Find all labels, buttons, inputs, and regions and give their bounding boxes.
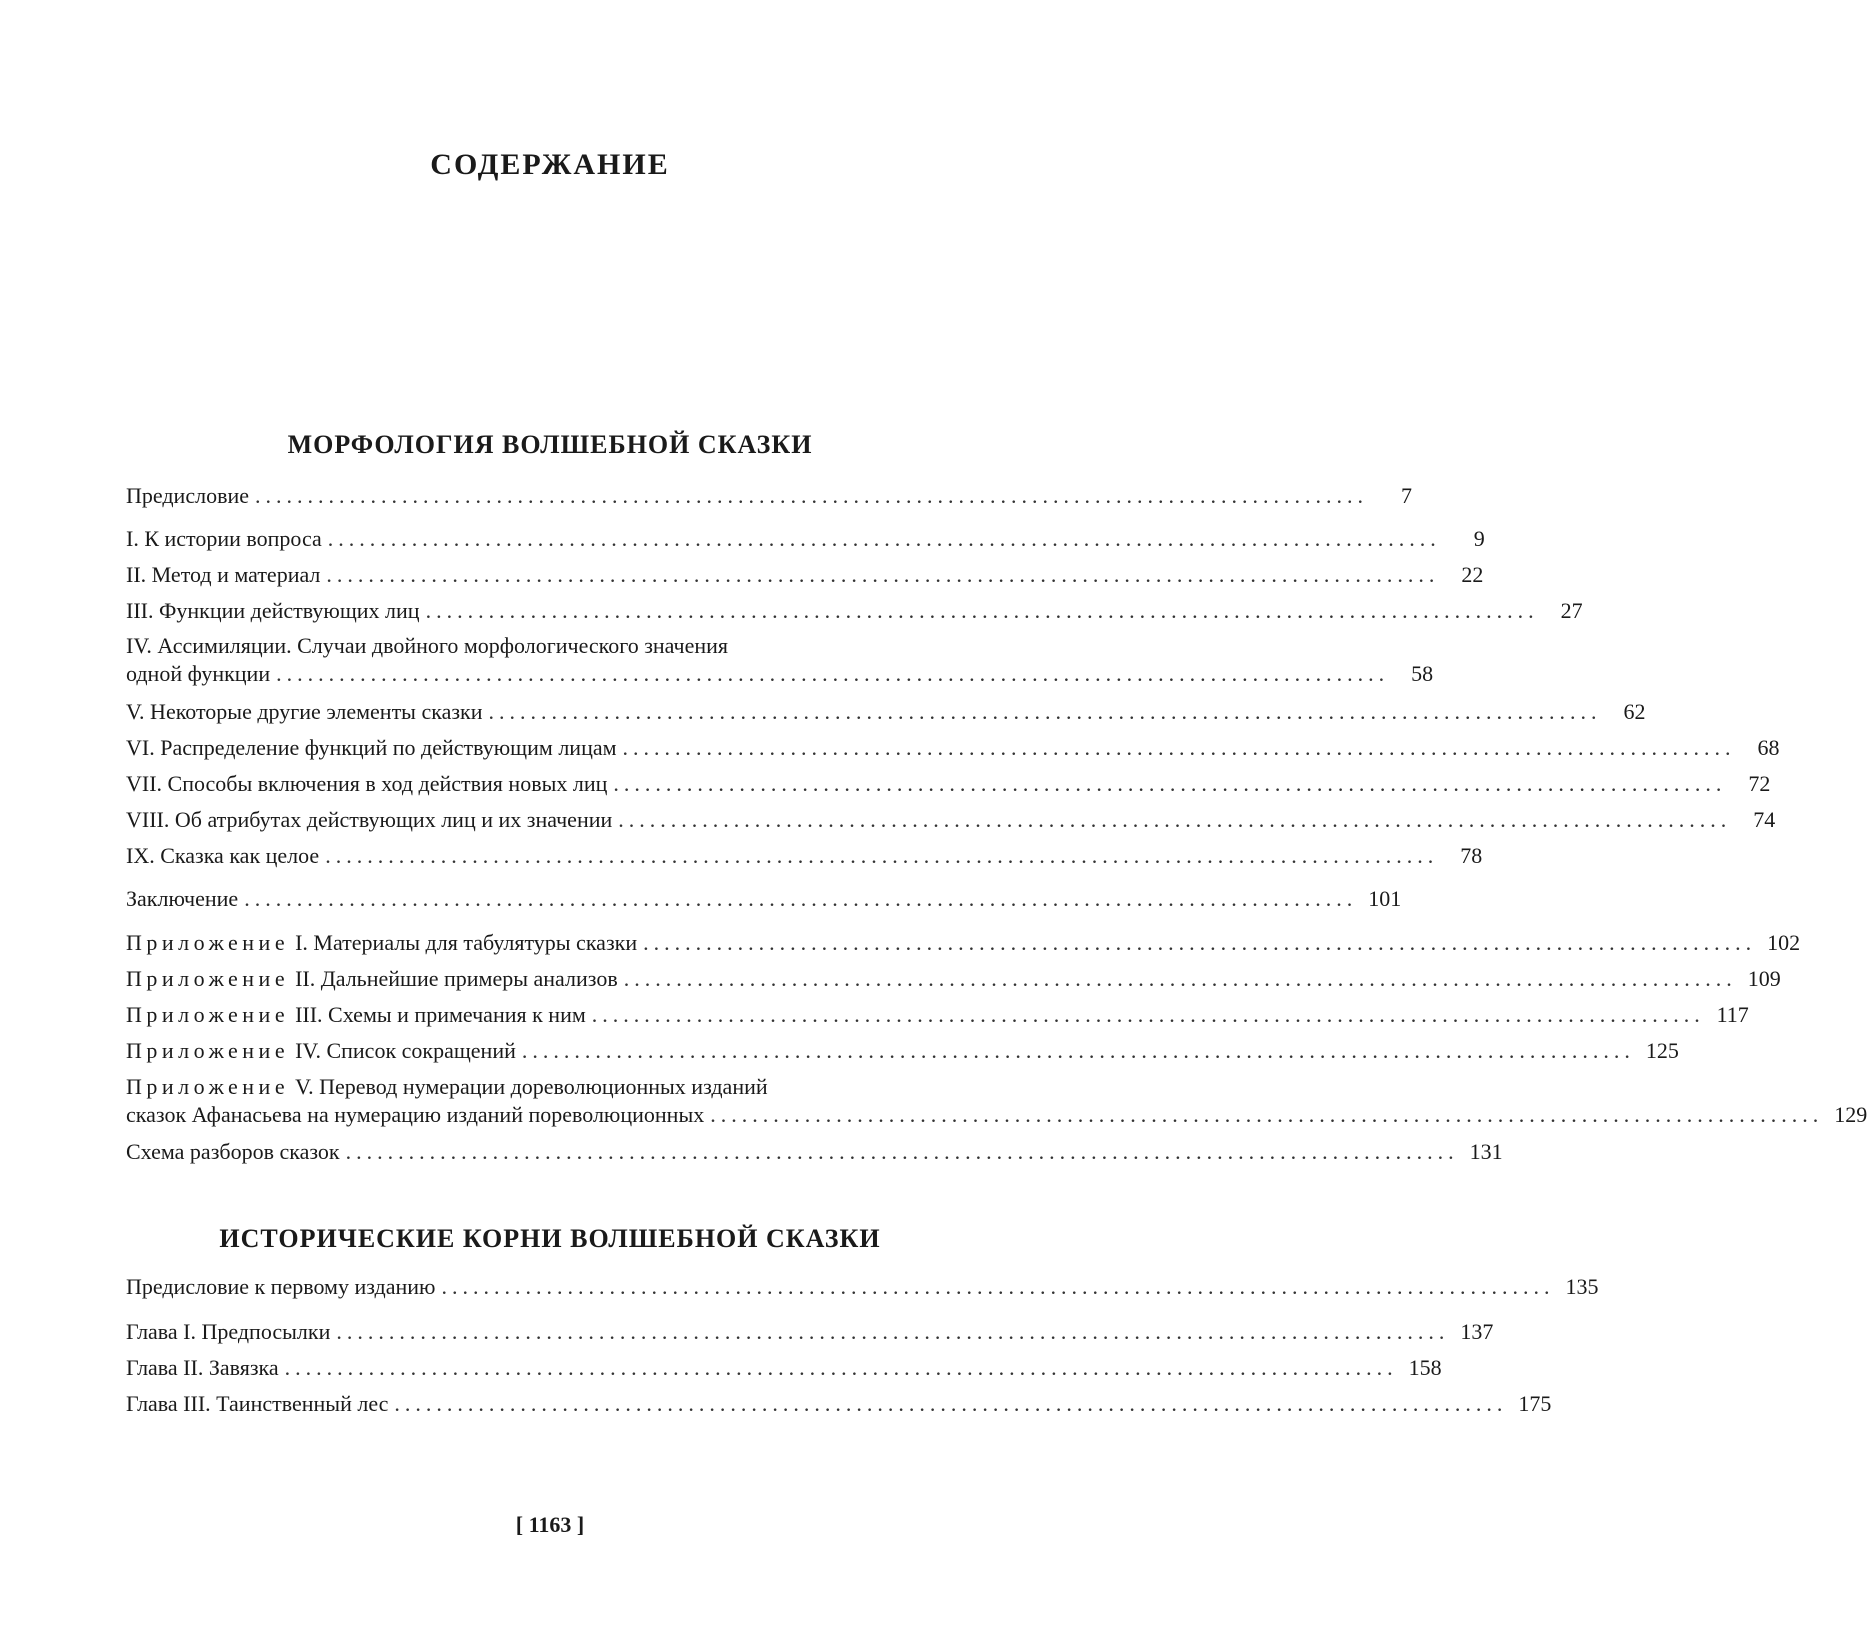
toc-page-number: 74 [1753,807,1776,832]
toc-entry[interactable]: Глава III. Таинственный лес .......................................................................................................... 175 [126,1391,1552,1416]
dot-leader: .......................................................................................................... [622,735,1736,760]
dot-leader: .......................................................................................................... [425,598,1539,623]
appendix-prefix: Приложение [126,1038,290,1063]
toc-page-number: 135 [1565,1274,1599,1299]
dot-leader: .......................................................................................................... [488,699,1602,724]
dot-leader: .......................................................................................................... [618,807,1732,832]
toc-page-number: 7 [1401,483,1412,508]
toc-page-number: 62 [1623,699,1646,724]
dot-leader: .......................................................................................................... [643,930,1757,955]
page-number: [ 1163 ] [515,1512,585,1537]
toc-entry[interactable]: VII. Способы включения в ход действия новых лиц .......................................................................................................... 72 [126,771,1771,796]
toc-entry[interactable]: Предисловие .......................................................................................................... 7 [126,483,1412,508]
appendix-prefix: Приложение [126,930,290,955]
toc-entry[interactable]: II. Метод и материал .......................................................................................................... 22 [126,562,1484,587]
dot-leader: .......................................................................................................... [623,966,1737,991]
toc-page-number: 68 [1757,735,1780,760]
toc-entry[interactable]: V. Некоторые другие элементы сказки .......................................................................................................... 62 [126,699,1646,724]
toc-entry[interactable]: VI. Распределение функций по действующим лицам .......................................................................................................... 68 [126,735,1780,760]
toc-page-number: 58 [1411,661,1434,686]
dot-leader: .......................................................................................................... [710,1102,1824,1127]
dot-leader: .......................................................................................................... [441,1274,1555,1299]
toc-page-number: 101 [1368,886,1402,911]
toc-page-number: 129 [1834,1102,1867,1127]
toc-page-number: 158 [1408,1355,1442,1380]
dot-leader: .......................................................................................................... [276,661,1390,686]
page-title: СОДЕРЖАНИЕ [430,148,670,181]
dot-leader: .......................................................................................................... [613,771,1727,796]
toc-page-number: 102 [1767,930,1801,955]
toc-entry[interactable]: Приложение V. Перевод нумерации дореволюционных изданий сказок Афанасьева на нумерацию изданий пореволюционных .......................................................................................................... 129 [126,1074,1867,1127]
toc-entry[interactable]: IX. Сказка как целое .......................................................................................................... 78 [126,843,1483,868]
dot-leader: .......................................................................................................... [521,1038,1635,1063]
dot-leader: .......................................................................................................... [255,483,1368,508]
dot-leader: .......................................................................................................... [284,1355,1398,1380]
dot-leader: .......................................................................................................... [345,1139,1459,1164]
toc-page-number: 175 [1518,1391,1552,1416]
toc-entry[interactable]: Приложение IV. Список сокращений .......................................................................................................... 125 [126,1038,1679,1063]
section-title-morphology: МОРФОЛОГИЯ ВОЛШЕБНОЙ СКАЗКИ [287,430,813,459]
dot-leader: .......................................................................................................... [591,1002,1705,1027]
toc-entry[interactable]: Схема разборов сказок .......................................................................................................... 131 [126,1139,1503,1164]
toc-page-number: 131 [1469,1139,1503,1164]
dot-leader: .......................................................................................................... [394,1391,1508,1416]
appendix-prefix: Приложение [126,966,290,991]
toc-page-number: 27 [1560,598,1583,623]
dot-leader: .......................................................................................................... [336,1319,1450,1344]
toc-entry[interactable]: Заключение .......................................................................................................... 101 [126,886,1402,911]
toc-page-number: 125 [1645,1038,1679,1063]
toc-page-number: 117 [1716,1002,1749,1027]
toc-entry[interactable]: Приложение I. Материалы для табулятуры сказки .......................................................................................................... 102 [126,930,1801,955]
toc-page-number: 78 [1460,843,1483,868]
toc-entry[interactable]: Глава II. Завязка .......................................................................................................... 158 [126,1355,1442,1380]
toc-entry[interactable]: I. К истории вопроса .......................................................................................................... 9 [126,526,1485,551]
dot-leader: .......................................................................................................... [326,562,1440,587]
toc-entry[interactable]: VIII. Об атрибутах действующих лиц и их значении .......................................................................................................... 74 [126,807,1776,832]
dot-leader: .......................................................................................................... [244,886,1358,911]
toc-page-number: 109 [1747,966,1781,991]
toc-page-number: 22 [1461,562,1484,587]
toc-page-number: 137 [1460,1319,1494,1344]
dot-leader: .......................................................................................................... [325,843,1439,868]
toc-page-number: 72 [1748,771,1771,796]
toc-entry[interactable]: Приложение II. Дальнейшие примеры анализов .......................................................................................................... 109 [126,966,1781,991]
toc-entry[interactable]: Приложение III. Схемы и примечания к ним .......................................................................................................... 117 [126,1002,1749,1027]
toc-page-number: 9 [1473,526,1485,551]
appendix-prefix: Приложение [126,1074,290,1099]
section-title-historical-roots: ИСТОРИЧЕСКИЕ КОРНИ ВОЛШЕБНОЙ СКАЗКИ [219,1224,881,1253]
toc-entry[interactable]: III. Функции действующих лиц .......................................................................................................... 27 [126,598,1583,623]
toc-entry[interactable]: IV. Ассимиляции. Случаи двойного морфологического значения одной функции .......................................................................................................... 58 [126,633,1434,686]
toc-entry[interactable]: Предисловие к первому изданию .......................................................................................................... 135 [126,1274,1599,1299]
dot-leader: .......................................................................................................... [327,526,1441,551]
toc-entry[interactable]: Глава I. Предпосылки .......................................................................................................... 137 [126,1319,1494,1344]
appendix-prefix: Приложение [126,1002,290,1027]
